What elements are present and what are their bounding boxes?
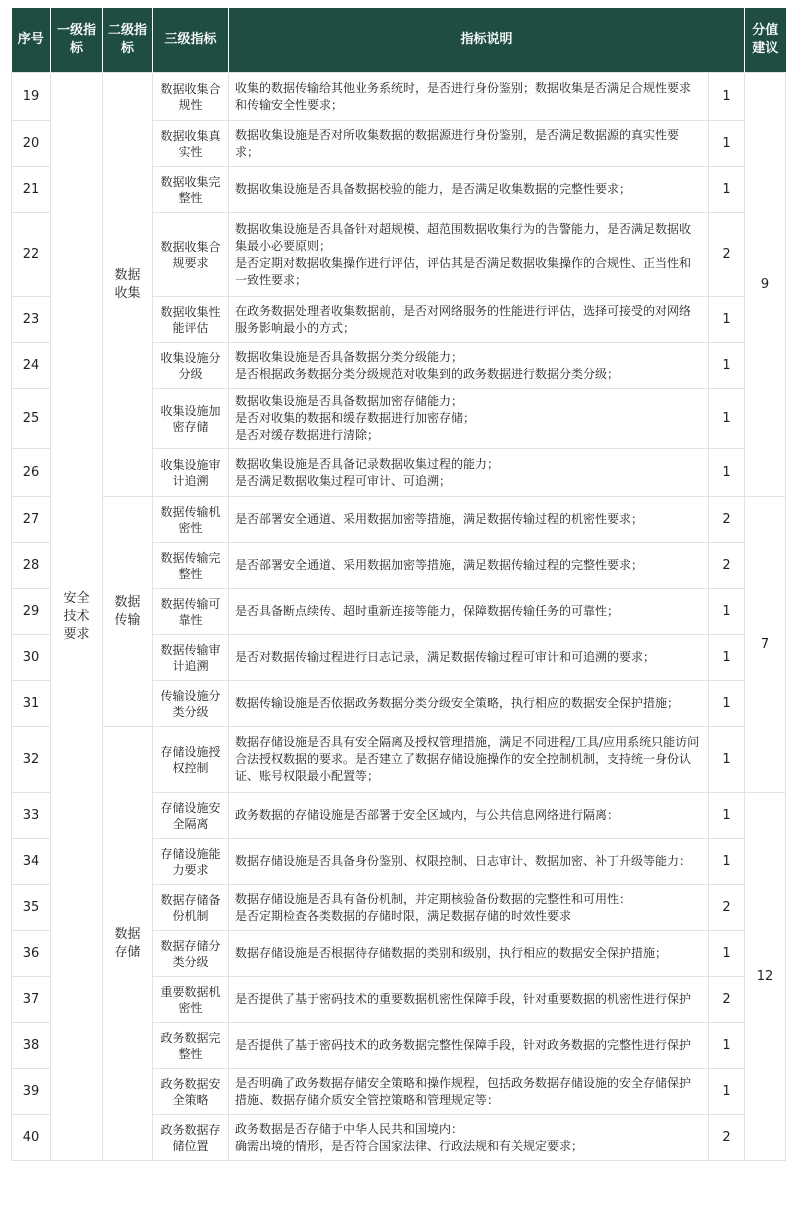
description-line: 是否对缓存数据进行清除； (235, 428, 380, 442)
level3-indicator: 存储设施安全隔离 (153, 793, 229, 839)
indicator-description (229, 297, 709, 343)
row-number: 32 (12, 727, 51, 793)
score-value: 1 (709, 343, 745, 389)
score-value: 1 (709, 931, 745, 977)
description-line: 是否根据政务数据分类分级规范对收集到的政务数据进行数据分类分级； (235, 366, 620, 381)
indicator-description (229, 167, 709, 213)
table-header-row (12, 8, 786, 73)
row-number: 27 (12, 497, 51, 543)
score-value: 1 (709, 589, 745, 635)
score-value: 2 (709, 885, 745, 931)
indicator-description (229, 931, 709, 977)
indicator-description (229, 589, 709, 635)
level3-indicator: 数据收集性能评估 (153, 297, 229, 343)
row-number: 26 (12, 449, 51, 497)
score-value: 2 (709, 497, 745, 543)
description-line: 是否部署安全通道、采用数据加密等措施，满足数据传输过程的完整性要求； (235, 558, 644, 572)
level2-indicator: 数据存储 (103, 727, 153, 1161)
indicator-description (229, 449, 709, 497)
description-line: 数据收集设施是否具备数据加密存储能力； (235, 394, 464, 408)
header-no: 序号 (12, 8, 51, 73)
score-value: 1 (709, 635, 745, 681)
description-line: 数据收集设施是否具备记录数据收集过程的能力； (235, 456, 500, 471)
table-body (12, 73, 786, 1161)
level3-indicator: 数据收集完整性 (153, 167, 229, 213)
row-number: 35 (12, 885, 51, 931)
indicator-description (229, 793, 709, 839)
group-total-score: 12 (745, 793, 786, 1161)
indicator-description (229, 121, 709, 167)
row-number: 40 (12, 1115, 51, 1161)
row-number: 29 (12, 589, 51, 635)
row-number: 23 (12, 297, 51, 343)
level3-indicator: 数据存储分类分级 (153, 931, 229, 977)
row-number: 28 (12, 543, 51, 589)
description-line: 在政务数据处理者收集数据前，是否对网络服务的性能进行评估，选择可接受的对网络服务影响最小的方式； (235, 303, 692, 335)
row-number: 19 (12, 73, 51, 121)
description-line: 是否满足数据收集过程可审计、可追溯； (235, 473, 452, 488)
indicator-table-container (11, 8, 785, 1161)
level3-indicator: 数据存储备份机制 (153, 885, 229, 931)
description-line: 数据存储设施是否具备身份鉴别、权限控制、日志审计、数据加密、补丁升级等能力： (235, 854, 692, 868)
indicator-description (229, 497, 709, 543)
description-line: 数据存储设施是否具有安全隔离及授权管理措施，满足不同进程/工具/应用系统只能访问合法授权数据的要求。是否建立了数据存储设施操作的安全控制机制，支持统一身份认证、账号权限最小配置等； (235, 735, 700, 783)
description-line: 政务数据的存储设施是否部署于安全区域内，与公共信息网络进行隔离： (235, 808, 620, 822)
description-line: 是否定期检查各类数据的存储时限，满足数据存储的时效性要求 (235, 908, 572, 923)
level2-indicator: 数据收集 (103, 73, 153, 497)
description-line: 数据收集设施是否具备数据分类分级能力； (235, 349, 464, 364)
indicator-description (229, 1069, 709, 1115)
level3-indicator: 数据收集合规性 (153, 73, 229, 121)
score-value: 1 (709, 389, 745, 449)
level3-indicator: 政务数据完整性 (153, 1023, 229, 1069)
row-number: 39 (12, 1069, 51, 1115)
score-value: 1 (709, 681, 745, 727)
description-line: 是否部署安全通道、采用数据加密等措施，满足数据传输过程的机密性要求； (235, 512, 644, 526)
indicator-description (229, 885, 709, 931)
level3-indicator: 政务数据存储位置 (153, 1115, 229, 1161)
row-number: 37 (12, 977, 51, 1023)
indicator-description (229, 1115, 709, 1161)
level3-indicator: 重要数据机密性 (153, 977, 229, 1023)
level3-indicator: 数据传输审计追溯 (153, 635, 229, 681)
description-line: 是否对收集的数据和缓存数据进行加密存储； (235, 411, 476, 425)
score-value: 1 (709, 1069, 745, 1115)
description-line: 政务数据是否存储于中华人民共和国境内： (235, 1121, 464, 1136)
group-total-score: 7 (745, 497, 786, 793)
level2-indicator: 数据传输 (103, 497, 153, 727)
level3-indicator: 数据收集合规要求 (153, 213, 229, 297)
level3-indicator: 收集设施加密存储 (153, 389, 229, 449)
indicator-description (229, 1023, 709, 1069)
score-value: 1 (709, 73, 745, 121)
score-value: 2 (709, 977, 745, 1023)
score-value: 2 (709, 213, 745, 297)
score-value: 2 (709, 543, 745, 589)
row-number: 33 (12, 793, 51, 839)
level3-indicator: 数据收集真实性 (153, 121, 229, 167)
indicator-description (229, 977, 709, 1023)
score-value: 1 (709, 839, 745, 885)
indicator-description (229, 389, 709, 449)
description-line: 是否明确了政务数据存储安全策略和操作规程，包括政务数据存储设施的安全存储保护措施、数据存储介质安全管控策略和管理规定等： (235, 1075, 692, 1107)
header-level2: 二级指标 (103, 8, 153, 73)
indicator-description (229, 543, 709, 589)
description-line: 数据存储设施是否根据待存储数据的类别和级别，执行相应的数据安全保护措施； (235, 946, 668, 960)
score-value: 1 (709, 793, 745, 839)
description-line: 数据收集设施是否具备数据校验的能力，是否满足收集数据的完整性要求； (235, 182, 632, 196)
level3-indicator: 收集设施分分级 (153, 343, 229, 389)
description-line: 是否对数据传输过程进行日志记录，满足数据传输过程可审计和可追溯的要求； (235, 650, 656, 664)
description-line: 数据收集设施是否具备针对超规模、超范围数据收集行为的告警能力，是否满足数据收集最小必要原则； (235, 221, 692, 253)
score-value: 1 (709, 297, 745, 343)
score-value: 1 (709, 727, 745, 793)
indicator-description (229, 839, 709, 885)
level3-indicator: 收集设施审计追溯 (153, 449, 229, 497)
header-desc: 指标说明 (229, 8, 745, 73)
score-value: 2 (709, 1115, 745, 1161)
description-line: 数据传输设施是否依据政务数据分类分级安全策略，执行相应的数据安全保护措施； (235, 696, 680, 710)
description-line: 数据存储设施是否具有备份机制，并定期核验备份数据的完整性和可用性： (235, 891, 632, 906)
level3-indicator: 政务数据安全策略 (153, 1069, 229, 1115)
header-score: 分值建议 (745, 8, 786, 73)
level3-indicator: 存储设施能力要求 (153, 839, 229, 885)
table-row (12, 497, 786, 543)
description-line: 是否提供了基于密码技术的重要数据机密性保障手段，针对重要数据的机密性进行保护 (235, 992, 692, 1006)
description-line: 是否定期对数据收集操作进行评估，评估其是否满足数据收集操作的合规性、正当性和一致性要求； (235, 255, 692, 287)
level1-indicator: 安全技术要求 (51, 73, 103, 1161)
level3-indicator: 存储设施授权控制 (153, 727, 229, 793)
level3-indicator: 传输设施分类分级 (153, 681, 229, 727)
header-level3: 三级指标 (153, 8, 229, 73)
row-number: 34 (12, 839, 51, 885)
level3-indicator: 数据传输机密性 (153, 497, 229, 543)
score-value: 1 (709, 449, 745, 497)
indicator-description (229, 727, 709, 793)
indicator-table (11, 8, 786, 1161)
description-line: 数据收集设施是否对所收集数据的数据源进行身份鉴别，是否满足数据源的真实性要求； (235, 127, 680, 159)
table-row (12, 727, 786, 793)
score-value: 1 (709, 167, 745, 213)
row-number: 31 (12, 681, 51, 727)
row-number: 25 (12, 389, 51, 449)
level3-indicator: 数据传输完整性 (153, 543, 229, 589)
row-number: 36 (12, 931, 51, 977)
row-number: 30 (12, 635, 51, 681)
indicator-description (229, 213, 709, 297)
indicator-description (229, 681, 709, 727)
indicator-description (229, 73, 709, 121)
level3-indicator: 数据传输可靠性 (153, 589, 229, 635)
description-line: 确需出境的情形，是否符合国家法律、行政法规和有关规定要求； (235, 1138, 584, 1153)
row-number: 22 (12, 213, 51, 297)
group-total-score: 9 (745, 73, 786, 497)
header-level1: 一级指标 (51, 8, 103, 73)
score-value: 1 (709, 121, 745, 167)
score-value: 1 (709, 1023, 745, 1069)
row-number: 38 (12, 1023, 51, 1069)
description-line: 是否提供了基于密码技术的政务数据完整性保障手段，针对政务数据的完整性进行保护 (235, 1038, 692, 1052)
indicator-description (229, 635, 709, 681)
indicator-description (229, 343, 709, 389)
description-line: 收集的数据传输给其他业务系统时，是否进行身份鉴别；数据收集是否满足合规性要求和传输安全性要求； (235, 80, 692, 112)
row-number: 24 (12, 343, 51, 389)
row-number: 20 (12, 121, 51, 167)
row-number: 21 (12, 167, 51, 213)
description-line: 是否具备断点续传、超时重新连接等能力，保障数据传输任务的可靠性； (235, 604, 620, 618)
table-row (12, 73, 786, 121)
